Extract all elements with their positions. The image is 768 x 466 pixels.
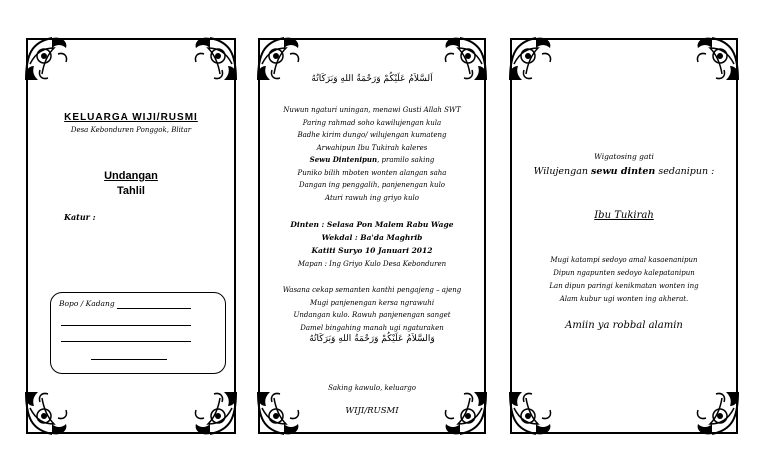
blank-line xyxy=(91,359,167,360)
deceased-name: Ibu Tukirah xyxy=(594,210,654,221)
event-details xyxy=(260,218,484,257)
text-line: Undangan kulo. Rawuh panjenengan sanget xyxy=(293,311,451,319)
cover-panel xyxy=(26,38,236,434)
text-line: Damel bingahing manah ugi ngaturaken xyxy=(300,323,444,332)
event-date: Katiti Suryo 10 Januari 2012 xyxy=(311,246,433,255)
invitation-title: Undangan xyxy=(104,170,158,182)
text-line: Puniko bilih mboten wonten alangan saha xyxy=(297,168,447,177)
ornament-corner xyxy=(506,388,556,438)
salam-opening: اَلسَّلاَمُ عَلَيْكُمْ وَرَحْمَةُ اللهِ وَبَرَكَاتُهُ xyxy=(311,74,433,84)
sewu-dinten-highlight: Sewu Dintenipun xyxy=(309,155,378,164)
ornament-corner xyxy=(190,34,240,84)
text-line: Wasana cekap semanten kanthi pengajeng – ajeng xyxy=(282,286,462,294)
ornament-corner xyxy=(692,34,742,84)
text-line: Aturi rawuh ing griyo kulo xyxy=(325,193,419,202)
text-line xyxy=(260,154,484,167)
amiin-line: Amiin ya robbal alamin xyxy=(565,320,683,331)
recipient-label: Katur : xyxy=(64,212,96,222)
text-line: Dangan ing penggalih, panjenengan kulo xyxy=(298,181,446,189)
text-fragment: , pramilo saking xyxy=(377,156,435,164)
text-fragment: sedanipun : xyxy=(655,166,715,177)
ornament-corner xyxy=(22,388,72,438)
text-line: Lan dipun paringi kenikmatan wonten ing xyxy=(549,282,699,290)
recipient-box-label: Bopo / Kadang xyxy=(59,299,115,308)
text-line: Arwahipun Ibu Tukirah kaleres xyxy=(316,143,428,152)
recipient-box xyxy=(50,292,226,374)
content-panel xyxy=(258,38,486,434)
sender-name: WIJI/RUSMI xyxy=(345,406,399,416)
family-address: Desa Kebonduren Ponggok, Blitar xyxy=(70,126,192,134)
salam-closing: وَالسَّلاَمُ عَلَيْكُمْ وَرَحْمَةُ اللهِ وَبَرَكَاتُهُ xyxy=(309,334,435,344)
text-line: Mugi panjenengan kersa ngrawuhi xyxy=(309,298,435,307)
ornament-corner xyxy=(506,34,556,84)
prayer-text xyxy=(512,254,736,306)
event-time: Wekdal : Ba'da Maghrib xyxy=(321,233,423,242)
invitation-subtitle: Tahlil xyxy=(117,185,145,197)
wish-line xyxy=(512,166,736,177)
text-line: Mugi katampi sedoyo amal kasaenanipun xyxy=(550,256,698,264)
sewu-dinten-highlight: sewu dinten xyxy=(591,166,656,177)
text-fragment: Wilujengan xyxy=(533,166,592,177)
ornament-corner xyxy=(22,34,72,84)
sender-label: Saking kawulo, keluargo xyxy=(328,384,416,392)
text-line: Paring rahmad soho kawilujengan kula xyxy=(302,118,442,127)
blank-line xyxy=(61,341,191,342)
blank-line xyxy=(61,325,191,326)
text-line: Badhe kirim dungo/ wilujengan kumateng xyxy=(297,131,447,139)
text-line: Dipun ngapunten sedoyo kalepatanipun xyxy=(553,269,695,277)
closing-text xyxy=(260,284,484,334)
blank-line xyxy=(117,308,191,309)
greeting: Wigatosing gati xyxy=(594,152,654,161)
event-place: Mapan : Ing Griyo Kulo Desa Kebonduren xyxy=(297,260,447,268)
ornament-corner xyxy=(692,388,742,438)
event-day: Dinten : Selasa Pon Malem Rabu Wage xyxy=(290,220,454,229)
family-name: KELUARGA WIJI/RUSMI xyxy=(64,112,198,123)
text-line: Alam kubur ugi wonten ing akherat. xyxy=(559,295,689,303)
condolence-panel xyxy=(510,38,738,434)
ornament-corner xyxy=(190,388,240,438)
invitation-text xyxy=(260,104,484,204)
text-line: Nuwun ngaturi uningan, menawi Gusti Allah SWT xyxy=(283,106,461,114)
